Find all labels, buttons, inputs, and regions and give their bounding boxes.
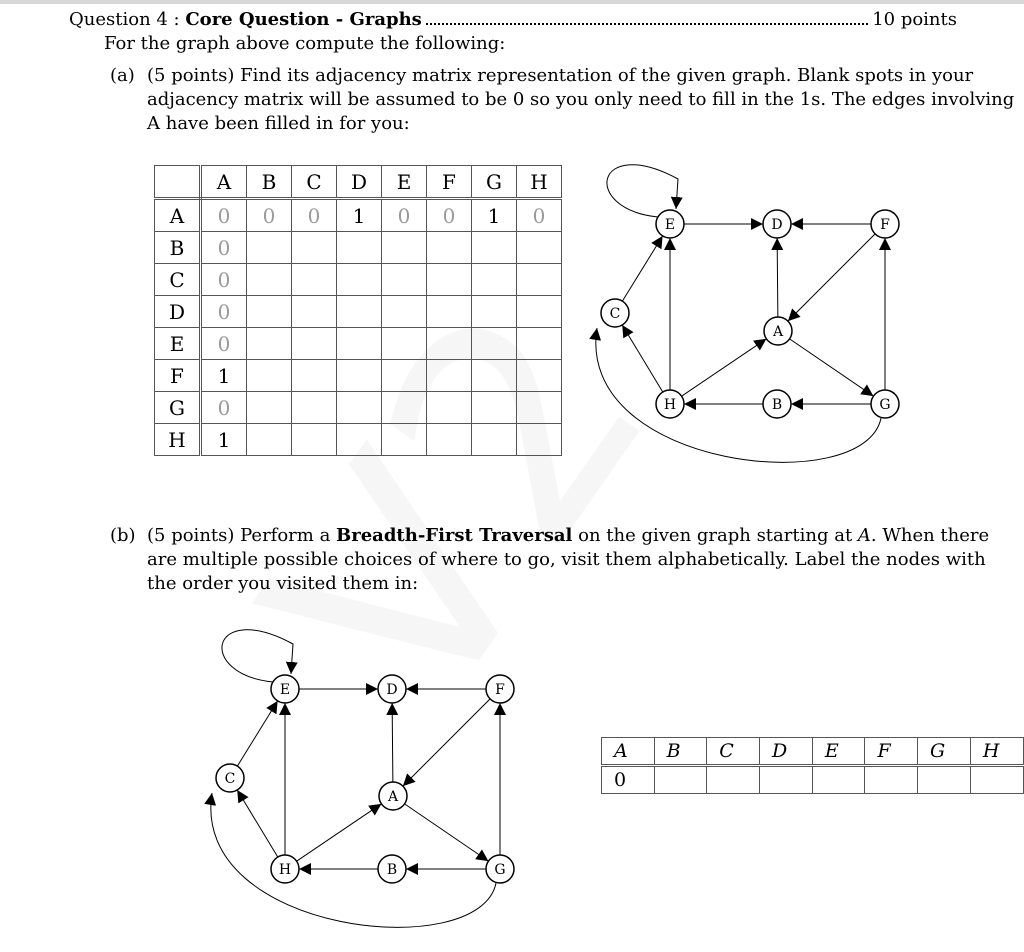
matrix-row-header: A xyxy=(155,199,201,232)
matrix-cell[interactable] xyxy=(382,424,427,456)
graph-diagram-top xyxy=(585,150,925,480)
matrix-col-header: F xyxy=(427,166,472,199)
matrix-cell[interactable] xyxy=(292,328,337,360)
bft-header: A xyxy=(602,738,655,766)
matrix-row-header: G xyxy=(155,392,201,424)
bft-cell[interactable] xyxy=(707,766,760,794)
matrix-cell[interactable] xyxy=(292,392,337,424)
bft-header: F xyxy=(865,738,918,766)
bft-header: B xyxy=(654,738,707,766)
matrix-col-header: H xyxy=(517,166,562,199)
matrix-cell[interactable] xyxy=(427,296,472,328)
bft-cell[interactable] xyxy=(865,766,918,794)
matrix-cell[interactable] xyxy=(517,328,562,360)
matrix-cell[interactable] xyxy=(292,360,337,392)
graph-diagram-bottom xyxy=(200,615,540,945)
node-label-A: A xyxy=(387,789,399,805)
matrix-row xyxy=(155,232,562,264)
edge-A-D xyxy=(777,238,778,317)
part-a-line-2: adjacency matrix will be assumed to be 0 so you only need to fill in the 1s. The edges involving xyxy=(147,89,1015,110)
matrix-cell[interactable]: 0 xyxy=(247,199,292,232)
matrix-cell[interactable] xyxy=(337,360,382,392)
matrix-col-header: B xyxy=(247,166,292,199)
edge-A-D xyxy=(392,703,393,782)
matrix-cell[interactable] xyxy=(472,392,517,424)
bft-cell[interactable]: 0 xyxy=(602,766,655,794)
node-label-H: H xyxy=(663,397,677,413)
matrix-col-header: A xyxy=(201,166,247,199)
matrix-cell[interactable] xyxy=(427,424,472,456)
matrix-corner xyxy=(155,166,201,199)
node-label-B: B xyxy=(386,862,398,878)
adjacency-matrix xyxy=(154,165,562,456)
matrix-cell[interactable] xyxy=(427,328,472,360)
matrix-cell[interactable] xyxy=(382,392,427,424)
matrix-row-header: H xyxy=(155,424,201,456)
matrix-cell[interactable] xyxy=(382,232,427,264)
edge-H-A xyxy=(297,804,382,861)
edge-H-A xyxy=(682,339,767,396)
matrix-cell[interactable]: 0 xyxy=(201,392,247,424)
part-b-line-2: are multiple possible choices of where to go, visit them alphabetically. Label the nodes with xyxy=(147,549,986,570)
edge-A-G xyxy=(790,339,874,396)
matrix-cell[interactable] xyxy=(292,424,337,456)
matrix-cell[interactable]: 1 xyxy=(337,199,382,232)
edge-A-G xyxy=(405,804,489,861)
matrix-cell[interactable] xyxy=(247,424,292,456)
matrix-cell[interactable]: 1 xyxy=(201,424,247,456)
matrix-cell[interactable] xyxy=(247,264,292,296)
node-label-D: D xyxy=(386,682,398,698)
bft-cell[interactable] xyxy=(654,766,707,794)
matrix-cell[interactable] xyxy=(337,328,382,360)
matrix-cell[interactable] xyxy=(472,232,517,264)
node-label-E: E xyxy=(664,217,676,233)
matrix-cell[interactable] xyxy=(337,296,382,328)
matrix-cell[interactable] xyxy=(247,328,292,360)
dotted-leader xyxy=(426,23,868,25)
matrix-cell[interactable] xyxy=(382,328,427,360)
edge-E-E xyxy=(607,165,678,217)
bft-order-table xyxy=(601,737,1024,794)
matrix-cell[interactable] xyxy=(382,360,427,392)
matrix-row xyxy=(155,199,562,232)
matrix-cell[interactable]: 0 xyxy=(201,328,247,360)
matrix-cell[interactable] xyxy=(337,264,382,296)
question-prefix: Question 4 : xyxy=(69,9,180,30)
node-label-G: G xyxy=(494,862,506,878)
node-label-D: D xyxy=(771,217,783,233)
matrix-col-header: C xyxy=(292,166,337,199)
node-label-E: E xyxy=(279,682,291,698)
matrix-cell[interactable] xyxy=(247,296,292,328)
matrix-cell[interactable]: 0 xyxy=(427,199,472,232)
intro-text: For the graph above compute the following: xyxy=(104,33,506,54)
part-b-line-1-mid: on the given graph starting at xyxy=(572,525,858,546)
matrix-cell[interactable] xyxy=(472,360,517,392)
matrix-cell[interactable]: 0 xyxy=(201,296,247,328)
matrix-cell[interactable] xyxy=(517,264,562,296)
matrix-cell[interactable] xyxy=(337,232,382,264)
question-title: Core Question - Graphs xyxy=(185,9,422,30)
part-b-line-1-pre: (5 points) Perform a xyxy=(147,525,337,546)
matrix-cell[interactable] xyxy=(337,424,382,456)
edge-H-C xyxy=(237,790,278,857)
bft-cell[interactable] xyxy=(970,766,1023,794)
top-rule xyxy=(0,0,1024,4)
matrix-row-header: E xyxy=(155,328,201,360)
part-b-line-1-post: . When there xyxy=(870,525,990,546)
edge-C-E xyxy=(622,236,662,301)
part-b-bold-term: Breadth-First Traversal xyxy=(336,525,573,546)
edge-H-C xyxy=(622,325,663,392)
matrix-row xyxy=(155,264,562,296)
bft-header: D xyxy=(760,738,813,766)
bft-header: E xyxy=(812,738,865,766)
matrix-col-header: G xyxy=(472,166,517,199)
part-b-line-1 xyxy=(147,524,989,548)
edge-G-C xyxy=(596,328,881,462)
matrix-row xyxy=(155,296,562,328)
node-label-A: A xyxy=(772,324,784,340)
matrix-cell[interactable] xyxy=(427,360,472,392)
matrix-row-header: D xyxy=(155,296,201,328)
question-points: 10 points xyxy=(872,9,957,30)
edge-G-C xyxy=(211,793,496,927)
bft-value-row xyxy=(602,766,1024,794)
matrix-cell[interactable] xyxy=(247,232,292,264)
matrix-cell[interactable] xyxy=(382,264,427,296)
matrix-cell[interactable] xyxy=(472,296,517,328)
matrix-cell[interactable] xyxy=(427,264,472,296)
matrix-cell[interactable] xyxy=(427,392,472,424)
bft-cell[interactable] xyxy=(918,766,971,794)
part-b-label: (b) xyxy=(110,525,136,546)
question-header xyxy=(69,6,957,30)
node-label-B: B xyxy=(771,397,783,413)
matrix-cell[interactable]: 0 xyxy=(292,199,337,232)
matrix-cell[interactable]: 0 xyxy=(517,199,562,232)
matrix-cell[interactable] xyxy=(517,392,562,424)
matrix-cell[interactable] xyxy=(292,264,337,296)
matrix-cell[interactable] xyxy=(472,264,517,296)
edge-F-A xyxy=(403,699,490,786)
matrix-cell[interactable]: 0 xyxy=(382,199,427,232)
edge-C-E xyxy=(237,701,277,766)
matrix-header-row xyxy=(155,166,562,199)
matrix-cell[interactable]: 0 xyxy=(201,232,247,264)
bft-header: H xyxy=(970,738,1023,766)
matrix-row xyxy=(155,424,562,456)
matrix-row-header: F xyxy=(155,360,201,392)
matrix-cell[interactable] xyxy=(517,360,562,392)
matrix-cell[interactable] xyxy=(517,424,562,456)
node-label-F: F xyxy=(495,682,505,698)
node-label-C: C xyxy=(224,771,236,787)
node-label-G: G xyxy=(879,397,891,413)
matrix-cell[interactable] xyxy=(292,232,337,264)
matrix-cell[interactable]: 0 xyxy=(201,264,247,296)
bft-header: C xyxy=(707,738,760,766)
bft-cell[interactable] xyxy=(760,766,813,794)
matrix-col-header: E xyxy=(382,166,427,199)
matrix-cell[interactable] xyxy=(382,296,427,328)
part-b-text xyxy=(147,524,989,596)
matrix-cell[interactable] xyxy=(427,232,472,264)
matrix-cell[interactable]: 1 xyxy=(472,199,517,232)
part-b-start-node: A xyxy=(857,525,871,546)
bft-cell[interactable] xyxy=(812,766,865,794)
part-a-line-1: (5 points) Find its adjacency matrix representation of the given graph. Blank spots in your xyxy=(147,65,974,86)
matrix-row xyxy=(155,360,562,392)
bft-header: G xyxy=(918,738,971,766)
matrix-row xyxy=(155,392,562,424)
edge-F-A xyxy=(788,234,875,321)
matrix-row-header: B xyxy=(155,232,201,264)
matrix-cell[interactable] xyxy=(472,424,517,456)
matrix-cell[interactable]: 0 xyxy=(201,199,247,232)
part-a-line-3: A have been filled in for you: xyxy=(147,113,410,134)
edge-E-E xyxy=(222,630,293,682)
matrix-row-header: C xyxy=(155,264,201,296)
matrix-cell[interactable] xyxy=(247,360,292,392)
matrix-col-header: D xyxy=(337,166,382,199)
part-a-text xyxy=(147,64,1014,136)
matrix-cell[interactable] xyxy=(292,296,337,328)
node-label-H: H xyxy=(278,862,292,878)
part-a-label: (a) xyxy=(110,65,135,86)
matrix-row xyxy=(155,328,562,360)
node-label-F: F xyxy=(880,217,890,233)
matrix-cell[interactable] xyxy=(337,392,382,424)
matrix-cell[interactable] xyxy=(517,232,562,264)
bft-header-row xyxy=(602,738,1024,766)
matrix-cell[interactable]: 1 xyxy=(201,360,247,392)
node-label-C: C xyxy=(609,306,621,322)
matrix-cell[interactable] xyxy=(472,328,517,360)
part-b-line-3: the order you visited them in: xyxy=(147,573,419,594)
matrix-cell[interactable] xyxy=(247,392,292,424)
matrix-cell[interactable] xyxy=(517,296,562,328)
